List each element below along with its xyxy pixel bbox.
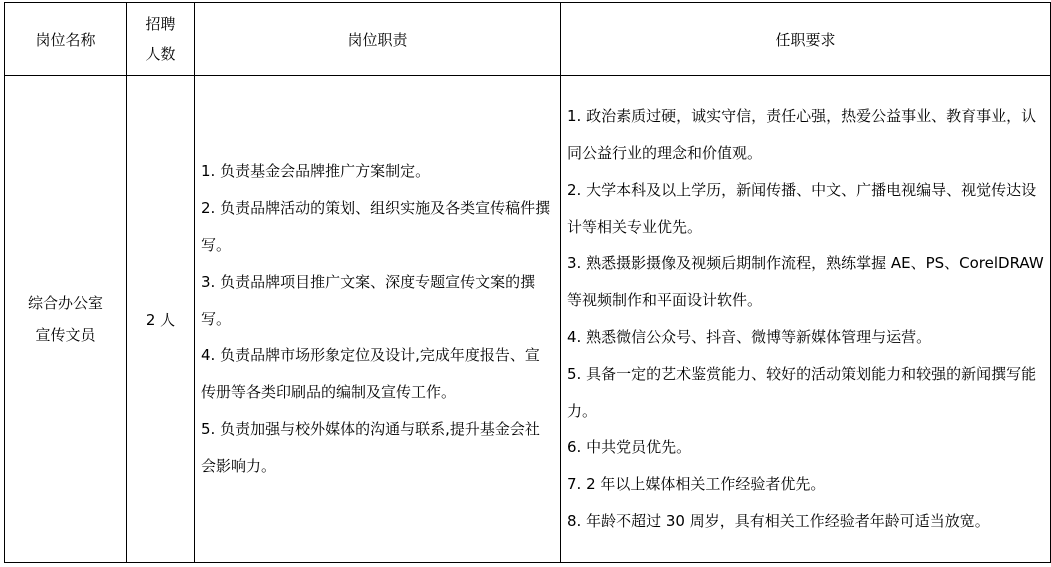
- duties-cell: [195, 76, 561, 563]
- header-duties-label: 岗位职责: [347, 30, 408, 49]
- header-headcount-line1: 招聘: [145, 15, 176, 33]
- header-row: [5, 3, 1051, 76]
- duty-item-4: 4. 负责品牌市场形象定位及设计,完成年度报告、宣传册等各类印刷品的编制及宣传工作。: [201, 346, 540, 402]
- header-headcount: [127, 3, 195, 76]
- header-position-name: [5, 3, 127, 76]
- requirement-item-6: 6. 中共党员优先。: [567, 438, 692, 457]
- headcount-cell: [127, 76, 195, 563]
- headcount-value: 2 人: [145, 310, 176, 329]
- header-duties: [195, 3, 561, 76]
- requirements-list: [561, 98, 1050, 540]
- header-requirements-label: 任职要求: [775, 30, 836, 49]
- requirement-item-4: 4. 熟悉微信公众号、抖音、微博等新媒体管理与运营。: [567, 328, 932, 346]
- requirement-item-2: 2. 大学本科及以上学历，新闻传播、中文、广播电视编导、视觉传达设计等相关专业优先。: [567, 180, 1037, 236]
- requirement-item-1: 1. 政治素质过硬，诚实守信，责任心强，热爱公益事业、教育事业，认同公益行业的理念和价值观。: [567, 107, 1037, 163]
- table-row: [5, 76, 1051, 563]
- position-name-line2: 宣传文员: [35, 326, 96, 344]
- header-requirements: [561, 3, 1051, 76]
- position-name-cell: [5, 76, 127, 563]
- requirement-item-7: 7. 2 年以上媒体相关工作经验者优先。: [567, 475, 826, 494]
- header-headcount-line2: 人数: [145, 45, 176, 63]
- requirements-cell: [561, 76, 1051, 563]
- requirement-item-8: 8. 年龄不超过 30 周岁，具有相关工作经验者年龄可适当放宽。: [567, 511, 990, 530]
- header-position-name-label: 岗位名称: [35, 30, 96, 49]
- requirement-item-3: 3. 熟悉摄影摄像及视频后期制作流程，熟练掌握 AE、PS、CorelDRAW 等视频制作和平面设计软件。: [567, 254, 1044, 310]
- job-table: [4, 2, 1051, 563]
- duty-item-3: 3. 负责品牌项目推广文案、深度专题宣传文案的撰写。: [201, 272, 536, 328]
- duty-item-1: 1. 负责基金会品牌推广方案制定。: [201, 162, 431, 181]
- duty-item-5: 5. 负责加强与校外媒体的沟通与联系,提升基金会社会影响力。: [201, 419, 540, 475]
- duty-item-2: 2. 负责品牌活动的策划、组织实施及各类宣传稿件撰写。: [201, 199, 551, 254]
- position-name-line1: 综合办公室: [27, 294, 103, 312]
- requirement-item-5: 5. 具备一定的艺术鉴赏能力、较好的活动策划能力和较强的新闻撰写能力。: [567, 364, 1037, 420]
- duties-list: [195, 153, 560, 484]
